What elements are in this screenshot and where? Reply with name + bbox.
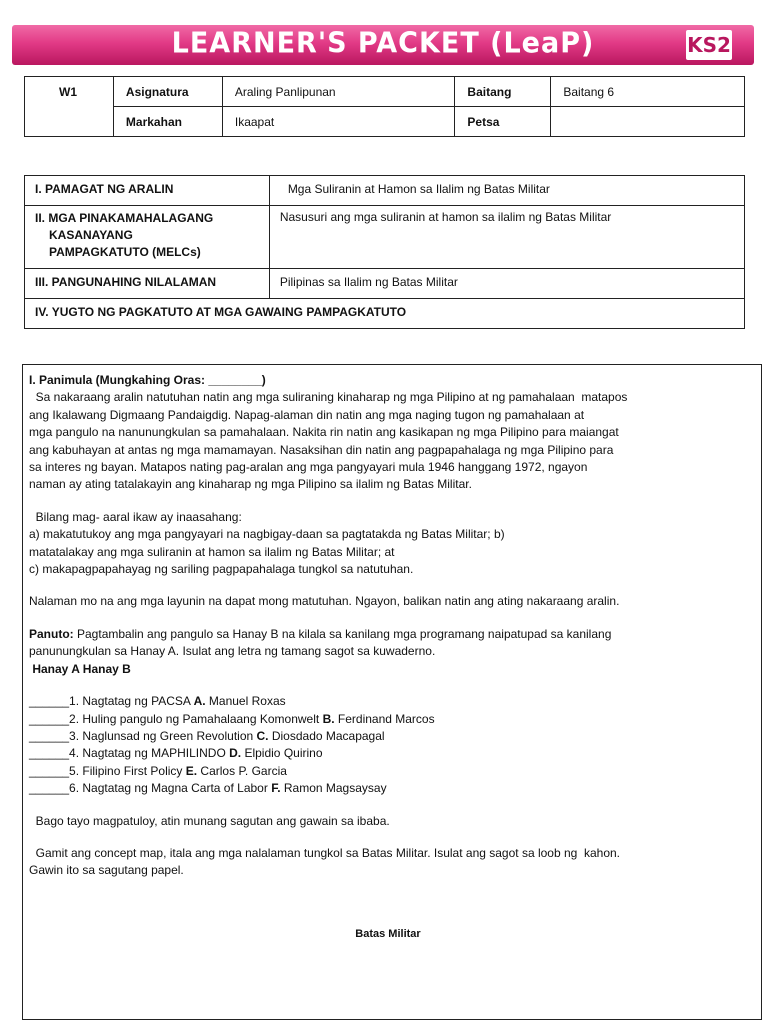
- meta-table: [24, 76, 745, 137]
- item-b-text: Carlos P. Garcia: [197, 763, 287, 778]
- panimula-box: [22, 364, 762, 1020]
- baitang-value: Baitang 6: [551, 77, 745, 107]
- panimula-heading: I. Panimula (Mungkahing Oras: ________): [29, 373, 266, 387]
- answer-blank: ______: [29, 746, 70, 761]
- item-letter: C.: [256, 728, 269, 743]
- nilalaman-value: Pilipinas sa Ilalim ng Batas Militar: [269, 269, 744, 299]
- header-banner: [12, 25, 754, 65]
- item-letter: D.: [229, 746, 242, 761]
- matching-item: [29, 780, 747, 797]
- item-b-text: Ferdinand Marcos: [334, 711, 435, 726]
- panuto-line-1: [29, 626, 747, 643]
- gamit-line-2: Gawin ito sa sagutang papel.: [29, 863, 184, 878]
- item-a-text: 1. Nagtatag ng PACSA: [69, 694, 194, 709]
- intro-line-4: ang kabuhayan at antas ng mga mamamayan. Nasaksihan din natin ang pagpapahalaga ng mga Pilipino para: [29, 442, 614, 457]
- item-a-text: 6. Nagtatag ng Magna Carta of Labor: [69, 781, 272, 796]
- intro-line-6: naman ay ating tatalakayin ang kinaharap ng mga Pilipino sa ilalim ng Batas Militar.: [29, 477, 472, 492]
- yugto-label: IV. YUGTO NG PAGKATUTO AT MGA GAWAING PAMPAGKATUTO: [25, 299, 745, 329]
- melc-row: [25, 206, 745, 269]
- intro-line-3: mga pangulo na nanunungkulan sa pamahalaan. Nakita rin natin ang kasikapan ng mga Pilipino para maiangat: [29, 425, 619, 440]
- item-b-text: Ramon Magsaysay: [280, 781, 387, 796]
- banner-title: LEARNER'S PACKET (LeaP): [171, 27, 595, 60]
- nilalaman-label: III. PANGUNAHING NILALAMAN: [25, 269, 270, 299]
- baitang-label: Baitang: [455, 77, 551, 107]
- matching-item: [29, 693, 747, 710]
- meta-row-1: [25, 77, 745, 107]
- item-b-text: Elpidio Quirino: [241, 746, 323, 761]
- panuto-text-2: panunungkulan sa Hanay A. Isulat ang letra ng tamang sagot sa kuwaderno.: [29, 644, 436, 659]
- panuto-label: Panuto:: [29, 626, 74, 641]
- pamagat-value: Mga Suliranin at Hamon sa Ilalim ng Batas Militar: [269, 176, 744, 206]
- answer-blank: ______: [29, 711, 70, 726]
- lesson-table: [24, 175, 745, 329]
- markahan-value: Ikaapat: [222, 107, 455, 137]
- melc-label-line-1: II. MGA PINAKAMAHALAGANG: [35, 211, 214, 225]
- nilalaman-row: [25, 269, 745, 299]
- item-letter: A.: [193, 694, 206, 709]
- melc-label-line-2: KASANAYANG: [49, 228, 133, 242]
- answer-blank: ______: [29, 781, 70, 796]
- asignatura-label: Asignatura: [113, 77, 222, 107]
- item-a-text: 4. Nagtatag ng MAPHILINDO: [69, 746, 230, 761]
- item-letter: F.: [271, 781, 281, 796]
- melc-label-line-3: PAMPAGKATUTO (MELCs): [49, 245, 201, 259]
- answer-blank: ______: [29, 763, 70, 778]
- intro-line-1: Sa nakaraang aralin natutuhan natin ang mga suliraning kinaharap ng mga Pilipino at ng pamahalaan matapos: [29, 390, 628, 405]
- item-letter: B.: [322, 711, 335, 726]
- meta-row-2: [25, 107, 745, 137]
- matching-item: [29, 728, 747, 745]
- objective-b: matatalakay ang mga suliranin at hamon sa ilalim ng Batas Militar; at: [29, 544, 395, 559]
- item-letter: E.: [185, 763, 198, 778]
- answer-blank: ______: [29, 728, 70, 743]
- matching-item: [29, 711, 747, 728]
- week-cell: W1: [25, 77, 114, 137]
- objective-c: c) makapagpapahayag ng sariling pagpapahalaga tungkol sa natutuhan.: [29, 562, 414, 577]
- nalaman-text: Nalaman mo na ang mga layunin na dapat mong matutuhan. Ngayon, balikan natin ang ating nakaraang aralin.: [29, 594, 620, 609]
- panuto-text-1: Pagtambalin ang pangulo sa Hanay B na kilala sa kanilang mga programang naipatupad sa kanilang: [73, 626, 612, 641]
- item-b-text: Manuel Roxas: [205, 694, 286, 709]
- petsa-value: [551, 107, 745, 137]
- item-a-text: 3. Naglunsad ng Green Revolution: [69, 728, 257, 743]
- asignatura-value: Araling Panlipunan: [222, 77, 455, 107]
- melc-value: Nasusuri ang mga suliranin at hamon sa ilalim ng Batas Militar: [269, 206, 744, 269]
- item-b-text: Diosdado Macapagal: [268, 728, 385, 743]
- pamagat-row: [25, 176, 745, 206]
- bago-text: Bago tayo magpatuloy, atin munang sagutan ang gawain sa ibaba.: [29, 813, 390, 828]
- intro-line-2: ang Ikalawang Digmaang Pandaigdig. Napag-alaman din natin ang mga naging tugon ng pamahalaan at: [29, 407, 585, 422]
- hanay-header: Hanay A Hanay B: [29, 661, 131, 676]
- concept-map-label: Batas Militar: [355, 927, 421, 940]
- matching-item: [29, 763, 747, 780]
- matching-list: [29, 693, 747, 797]
- intro-line-5: sa interes ng bayan. Matapos nating pag-aralan ang mga pangyayari mula 1946 hanggang 1972, ngayon: [29, 460, 588, 475]
- item-a-text: 5. Filipino First Policy: [69, 763, 186, 778]
- objectives-intro: Bilang mag- aaral ikaw ay inaasahang:: [29, 509, 242, 524]
- objective-a: a) makatutukoy ang mga pangyayari na nagbigay-daan sa pagtatakda ng Batas Militar; b): [29, 527, 505, 542]
- petsa-label: Petsa: [455, 107, 551, 137]
- gamit-line-1: Gamit ang concept map, itala ang mga nalalaman tungkol sa Batas Militar. Isulat ang sagot sa loob ng kahon.: [29, 845, 621, 860]
- item-a-text: 2. Huling pangulo ng Pamahalaang Komonwelt: [69, 711, 323, 726]
- pamagat-label: I. PAMAGAT NG ARALIN: [25, 176, 270, 206]
- markahan-label: Markahan: [113, 107, 222, 137]
- answer-blank: ______: [29, 694, 70, 709]
- ks2-badge: KS2: [686, 30, 732, 60]
- melc-label: [25, 206, 270, 269]
- yugto-row: [25, 299, 745, 329]
- matching-item: [29, 745, 747, 762]
